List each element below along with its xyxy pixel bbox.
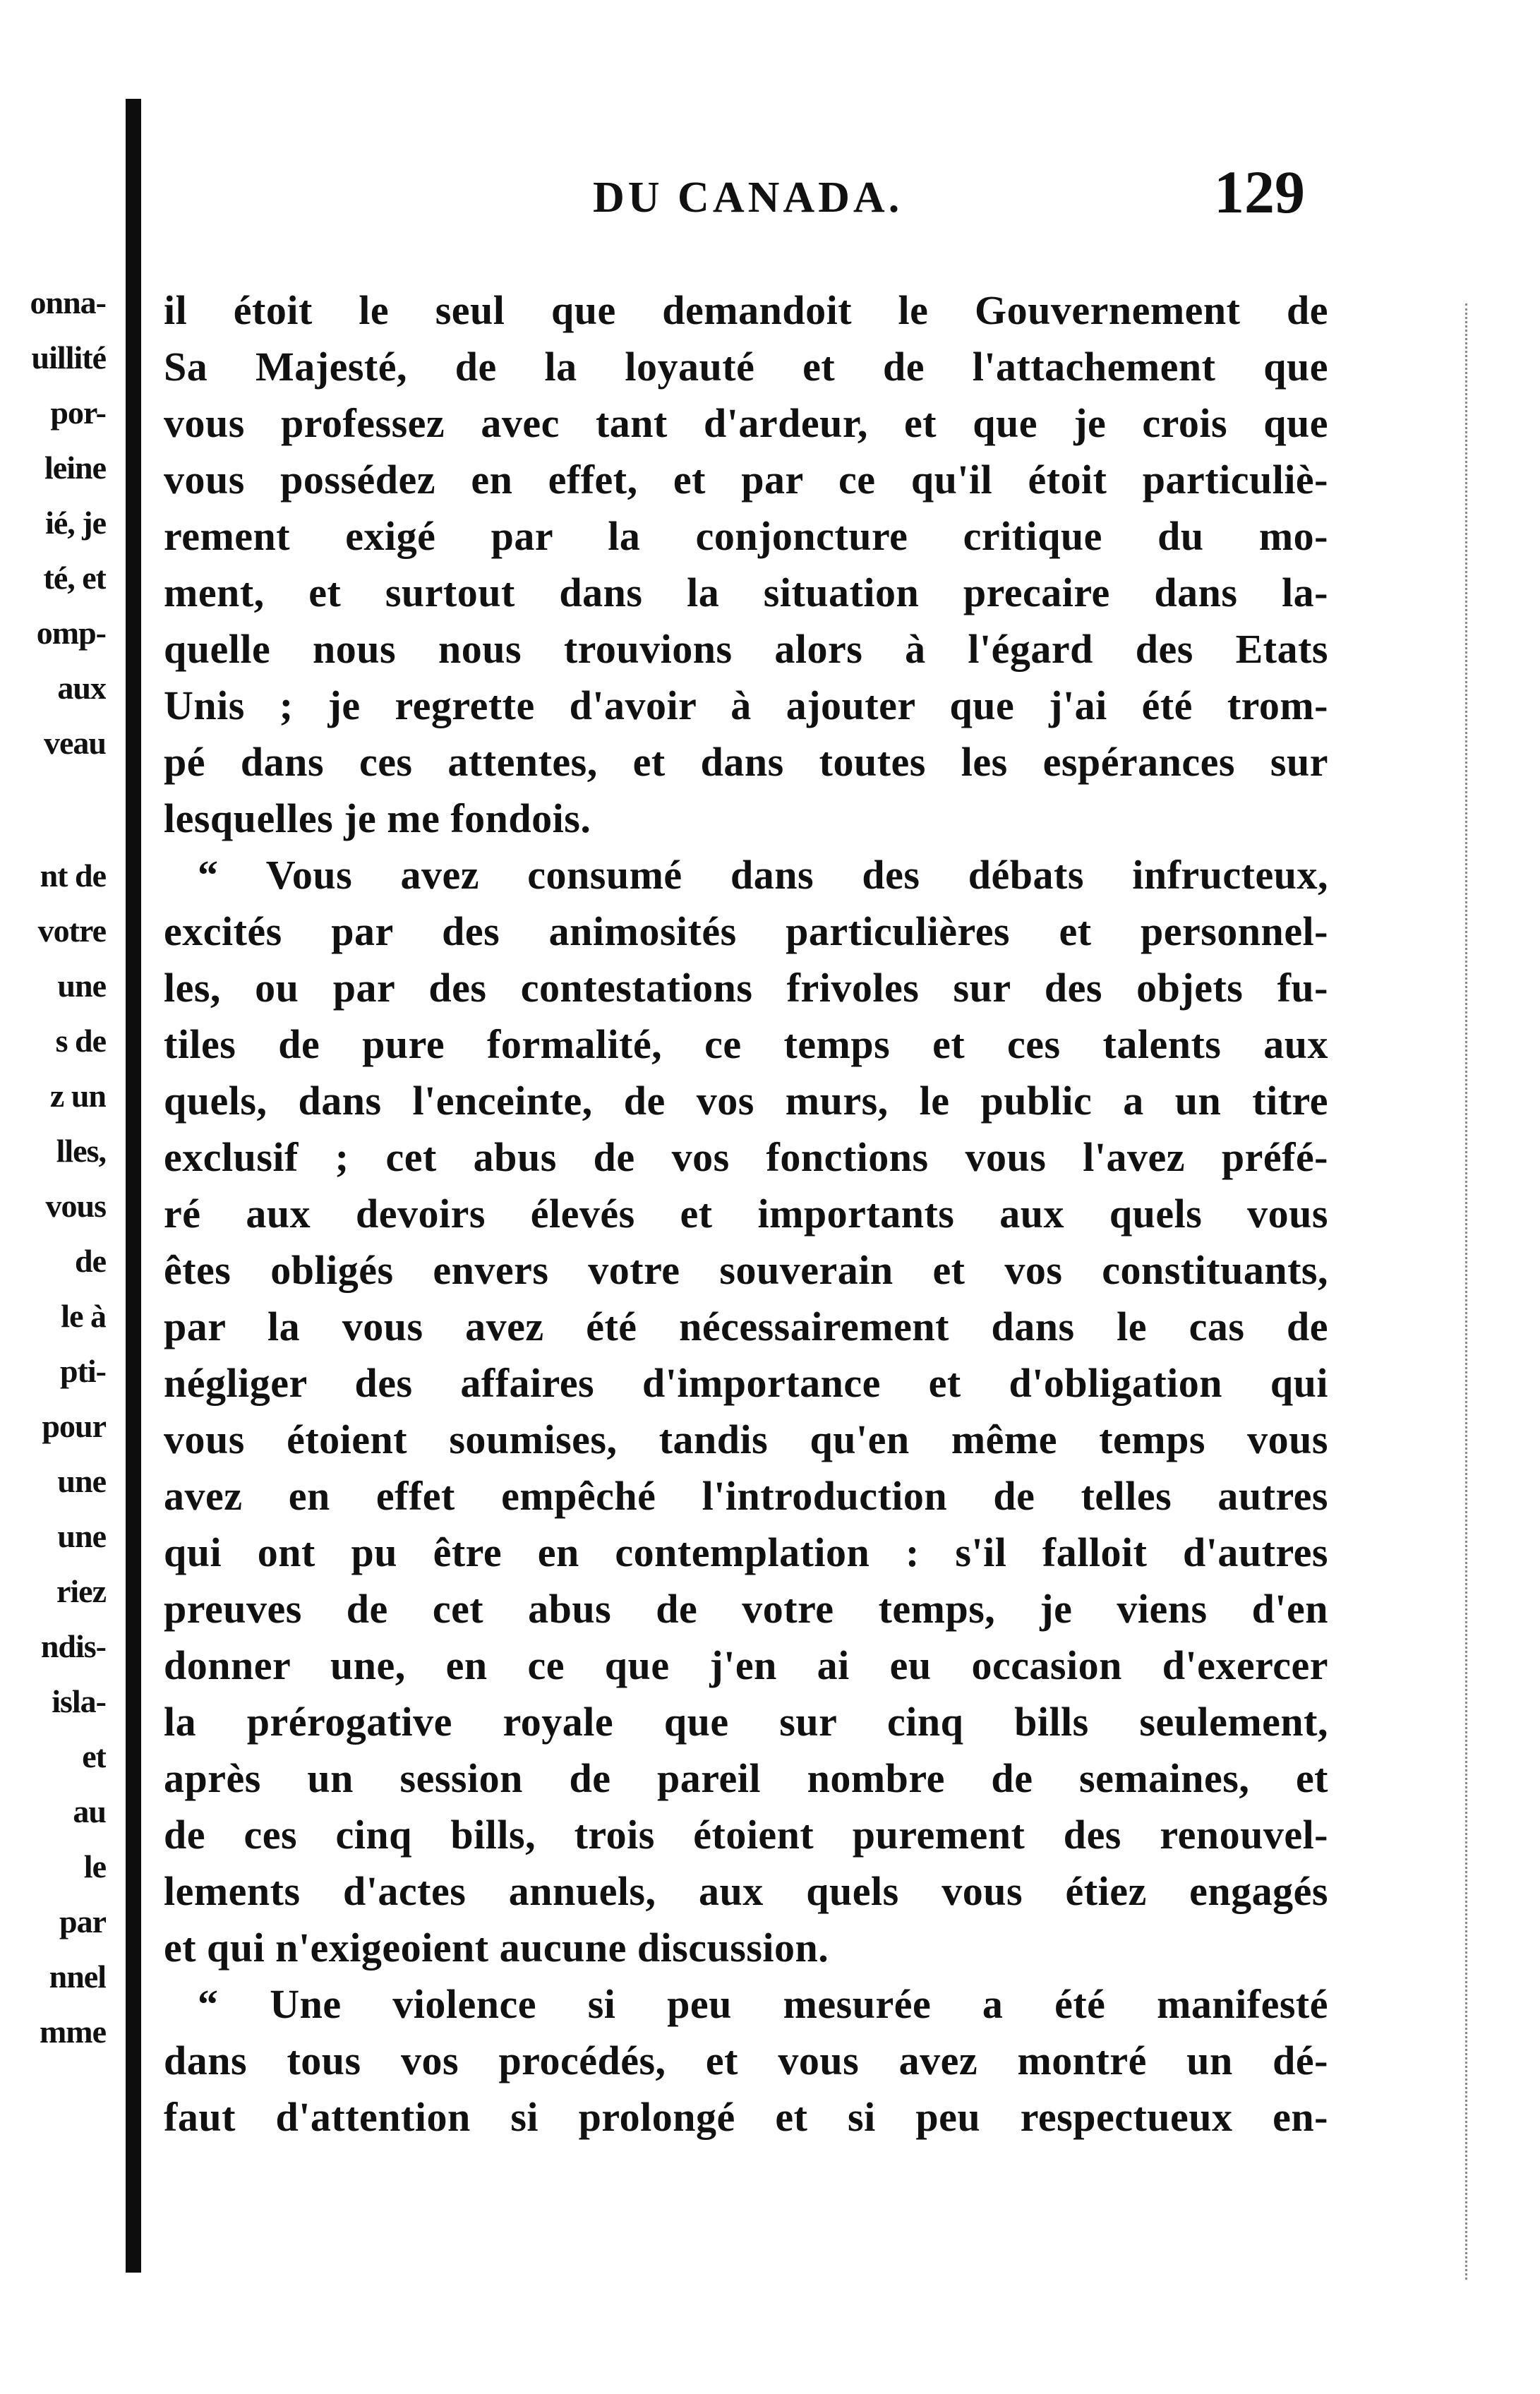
text-line: êtes obligés envers votre souverain et vos constituants,	[164, 1247, 1328, 1293]
facing-fragment: omp-	[36, 615, 106, 651]
text-line: il étoit le seul que demandoit le Gouvernement de	[164, 287, 1328, 333]
facing-fragment: uillité	[31, 339, 106, 375]
facing-fragment: nt de	[40, 858, 106, 894]
paragraph-start-line: “ Vous avez consumé dans des débats infructeux,	[198, 852, 1328, 898]
facing-fragment: au	[73, 1793, 106, 1829]
text-line: exclusif ; cet abus de vos fonctions vous l'avez préfé-	[164, 1134, 1328, 1180]
facing-fragment: votre	[37, 913, 106, 949]
text-line: vous professez avec tant d'ardeur, et que je crois que	[164, 400, 1328, 446]
facing-fragment-gap	[0, 771, 106, 848]
facing-fragment: une	[57, 1518, 106, 1554]
facing-fragment: té, et	[43, 560, 106, 596]
text-line: donner une, en ce que j'en ai eu occasion d'exercer	[164, 1642, 1328, 1688]
facing-fragment: de	[75, 1243, 106, 1279]
facing-fragment: le à	[61, 1298, 106, 1334]
text-line: négliger des affaires d'importance et d'obligation qui	[164, 1360, 1328, 1406]
text-line: tiles de pure formalité, ce temps et ces talents aux	[164, 1021, 1328, 1067]
facing-page-margin-fragments	[0, 275, 106, 2059]
text-line: ré aux devoirs élevés et importants aux quels vous	[164, 1191, 1328, 1237]
text-line: vous étoient soumises, tandis qu'en même temps vous	[164, 1416, 1328, 1462]
facing-fragment: lles,	[56, 1133, 106, 1169]
text-line: Unis ; je regrette d'avoir à ajouter que j'ai été trom-	[164, 682, 1328, 728]
facing-fragment: et	[82, 1738, 106, 1774]
text-line: ment, et surtout dans la situation precaire dans la-	[164, 570, 1328, 615]
text-line: par la vous avez été nécessairement dans le cas de	[164, 1304, 1328, 1349]
paragraph-end-line: lesquelles je me fondois.	[164, 795, 591, 841]
facing-fragment: une	[57, 1463, 106, 1499]
text-line: dans tous vos procédés, et vous avez montré un dé-	[164, 2038, 1328, 2083]
facing-fragment: onna-	[30, 284, 106, 320]
book-gutter-shadow	[126, 99, 141, 2273]
facing-fragment: ndis-	[40, 1628, 106, 1664]
text-line: Sa Majesté, de la loyauté et de l'attachement que	[164, 344, 1328, 390]
text-line: excités par des animosités particulières et personnel-	[164, 908, 1328, 954]
text-line: de ces cinq bills, trois étoient purement des renouvel-	[164, 1812, 1328, 1858]
text-line: lements d'actes annuels, aux quels vous étiez engagés	[164, 1868, 1328, 1914]
facing-fragment: pti-	[60, 1353, 106, 1389]
text-line: faut d'attention si prolongé et si peu respectueux en-	[164, 2094, 1328, 2140]
paragraph-end-line: et qui n'exigeoient aucune discussion.	[164, 1925, 829, 1971]
facing-fragment: s de	[55, 1023, 106, 1059]
text-line: avez en effet empêché l'introduction de telles autres	[164, 1473, 1328, 1519]
paragraph-start-line: “ Une violence si peu mesurée a été manifesté	[198, 1981, 1328, 2027]
facing-fragment: ié, je	[45, 505, 106, 541]
facing-fragment: aux	[57, 670, 106, 706]
facing-fragment: veau	[44, 725, 106, 761]
text-line: rement exigé par la conjoncture critique du mo-	[164, 513, 1328, 559]
text-line: après un session de pareil nombre de semaines, et	[164, 1755, 1328, 1801]
running-head: DU CANADA.	[593, 174, 903, 222]
facing-fragment: leine	[44, 450, 106, 486]
facing-fragment: une	[57, 968, 106, 1004]
facing-fragment: le	[83, 1848, 106, 1884]
facing-fragment: riez	[56, 1573, 106, 1609]
facing-fragment: por-	[50, 395, 106, 431]
facing-fragment: isla-	[52, 1683, 106, 1719]
text-line: pé dans ces attentes, et dans toutes les espérances sur	[164, 739, 1328, 785]
page-edge-specks	[1465, 303, 1469, 2280]
text-line: la prérogative royale que sur cinq bills seulement,	[164, 1699, 1328, 1745]
facing-fragment: par	[59, 1903, 106, 1939]
text-line: vous possédez en effet, et par ce qu'il étoit particuliè-	[164, 457, 1328, 503]
text-line: quelle nous nous trouvions alors à l'égard des Etats	[164, 626, 1328, 672]
text-line: qui ont pu être en contemplation : s'il falloit d'autres	[164, 1529, 1328, 1575]
facing-fragment: pour	[42, 1408, 106, 1444]
facing-fragment: nnel	[49, 1959, 106, 1995]
page-number: 129	[1214, 158, 1305, 226]
text-line: preuves de cet abus de votre temps, je viens d'en	[164, 1586, 1328, 1632]
text-line: les, ou par des contestations frivoles sur des objets fu-	[164, 965, 1328, 1011]
facing-fragment: z un	[49, 1078, 106, 1114]
text-line: quels, dans l'enceinte, de vos murs, le public a un titre	[164, 1078, 1328, 1124]
facing-fragment: mme	[39, 2014, 106, 2050]
facing-fragment: vous	[45, 1188, 106, 1224]
body-text	[164, 282, 1328, 2146]
